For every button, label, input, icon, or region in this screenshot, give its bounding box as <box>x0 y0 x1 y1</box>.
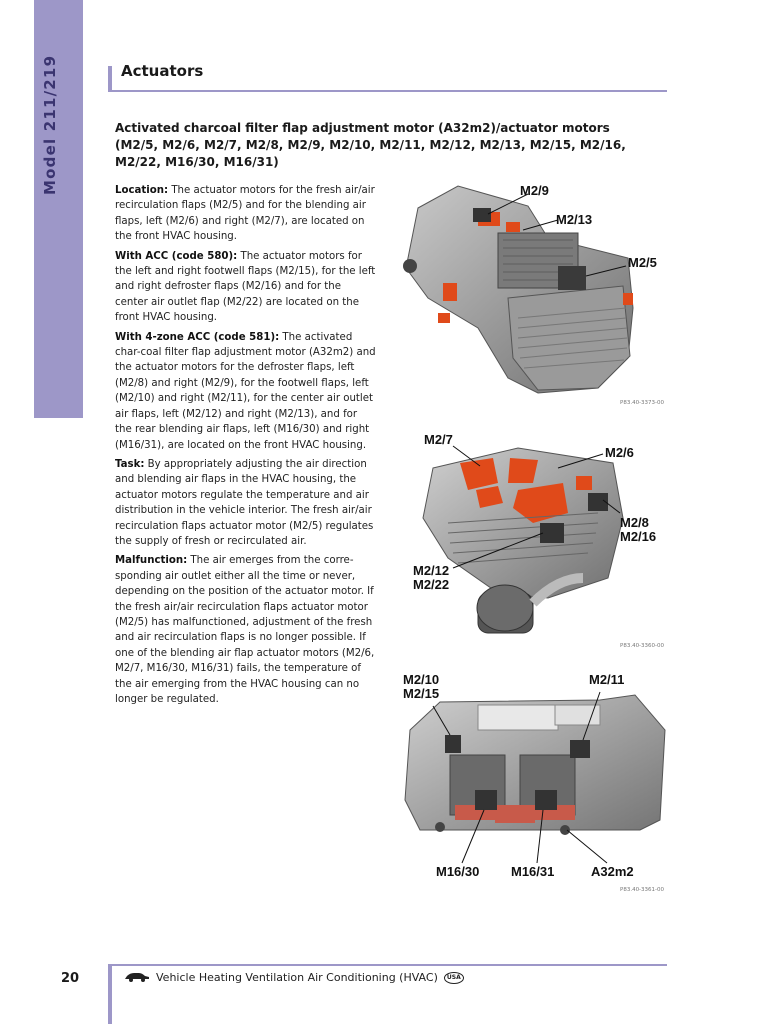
callout-m16-31: M16/31 <box>511 864 555 879</box>
callout-m2-8: M2/8 <box>620 515 649 530</box>
callout-a32m2: A32m2 <box>591 864 634 879</box>
usa-badge: USA <box>444 972 464 984</box>
callout-m2-10: M2/10 <box>403 672 440 687</box>
figure-hvac-bottom <box>400 670 668 898</box>
paragraph-task: Task: By appropriately adjusting the air direction and blending air flaps in the HVAC housing, the actuator motors regulate the temperature and air distribution in the vehicle interior. The fresh air/air recirculation flaps actuator motor (M2/5) regulates the supply of fresh or recirculated air. <box>115 458 374 547</box>
figure-hvac-top <box>398 178 668 408</box>
side-tab-label: Model 211/219 <box>41 54 59 195</box>
section-title: Actuators <box>121 62 204 80</box>
paragraph-acc-580: With ACC (code 580): The actuator motors for the left and right footwell flaps (M2/15), for the left and right defroster flaps (M2/16) and for the center air outlet flap (M2/22) are located on the front HVAC housing. <box>115 250 376 324</box>
paragraph-location: Location: The actuator motors for the fresh air/air recirculation flaps (M2/5) and for the blending air flaps, left (M2/6) and right (M2/7), are located on the front HVAC housing. <box>115 185 375 243</box>
footer-accent-bar <box>108 965 112 1024</box>
callout-m2-5: M2/5 <box>628 255 657 270</box>
callout-m2-7: M2/7 <box>424 432 453 447</box>
callout-m2-15: M2/15 <box>403 686 440 701</box>
figure-hvac-rear <box>398 428 668 653</box>
page-heading: Activated charcoal filter flap adjustment motor (A32m2)/actuator motors (M2/5, M2/6, M2/7, M2/8, M2/9, M2/10, M2/11, M2/12, M2/13, M2/15, M2/16, M2/22, M16/30, M16/31) <box>115 121 626 169</box>
callout-m2-9: M2/9 <box>520 183 549 198</box>
body-text <box>115 183 376 711</box>
footer-rule <box>108 964 667 966</box>
figure-code: P83.40-3360-00 <box>620 643 665 649</box>
callout-m2-12: M2/12 <box>413 563 450 578</box>
car-icon <box>124 970 150 985</box>
paragraph-acc-581: With 4-zone ACC (code 581): The activated char-coal filter flap adjustment motor (A32m2) and the actuator motors for the defroster flaps, left (M2/8) and right (M2/9), for the footwell flaps, left (M2/10) and right (M2/11), for the center air outlet air flaps, left (M2/12) and right (M2/13), and for the rear blending air flaps, left (M16/30) and right (M16/31), are located on the front HVAC housing. <box>115 331 376 451</box>
figure-code: P83.40-3373-00 <box>620 400 665 406</box>
callout-m2-11: M2/11 <box>589 672 625 687</box>
paragraph-malfunction: Malfunction: The air emerges from the corre-sponding air outlet either all the time or never, depending on the position of the actuator motor. If the fresh air/air recirculation flaps actuator motor (M2/5) has malfunctioned, adjustment of the fresh and air recirculation flaps is no longer possible. If one of the blending air flap actuator motors (M2/6, M2/7, M16/30, M16/31) fails, the temperature of the air emerging from the HVAC housing can no longer be regulated. <box>115 555 375 705</box>
callout-m16-30: M16/30 <box>436 864 480 879</box>
callout-m2-16: M2/16 <box>620 529 657 544</box>
footer <box>124 970 464 985</box>
footer-text: Vehicle Heating Ventilation Air Conditioning (HVAC) <box>156 971 438 984</box>
hvac-housing-illustration <box>398 178 668 408</box>
callout-m2-13: M2/13 <box>556 212 593 227</box>
figure-code: P83.40-3361-00 <box>620 887 665 893</box>
callout-m2-22: M2/22 <box>413 577 450 592</box>
title-underline <box>108 90 667 92</box>
callout-m2-6: M2/6 <box>605 445 634 460</box>
page-number: 20 <box>61 971 80 986</box>
title-accent-bar <box>108 66 112 90</box>
